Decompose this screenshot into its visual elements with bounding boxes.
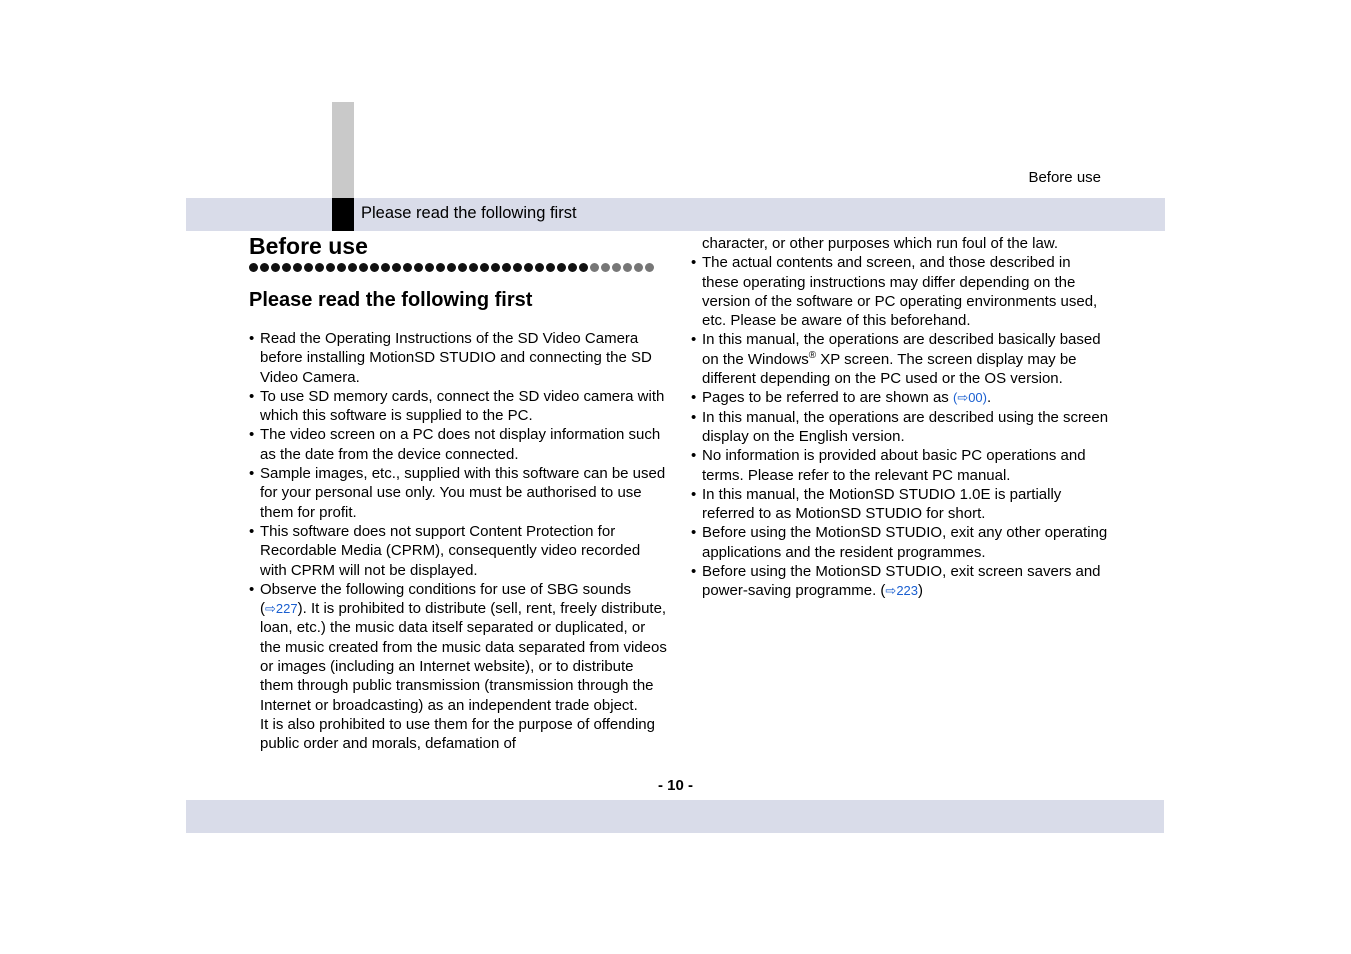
divider-dot: [645, 263, 654, 272]
divider-dot: [370, 263, 379, 272]
divider-dot: [337, 263, 346, 272]
screensaver-text-post: ): [918, 582, 924, 600]
divider-dot: [326, 263, 335, 272]
footer-band: [186, 800, 1164, 833]
section-label: Before use: [1028, 169, 1101, 186]
list-item: • To use SD memory cards, connect the SD video camera with which this software is supplied to the PC.: [249, 387, 669, 426]
divider-dot: [491, 263, 500, 272]
divider-dot: [359, 263, 368, 272]
divider-dot: [612, 263, 621, 272]
divider-dot: [568, 263, 577, 272]
divider-dot: [579, 263, 588, 272]
list-item: • Read the Operating Instructions of the SD Video Camera before installing MotionSD STUDIO and connecting the SD Video Camera.: [249, 329, 669, 387]
screensaver-text-pre: Before using the MotionSD STUDIO, exit screen savers and power-saving programme. (: [702, 563, 1101, 600]
left-column: [249, 329, 669, 754]
divider-dot: [590, 263, 599, 272]
list-item-sbg: [249, 580, 669, 715]
right-column: [691, 234, 1111, 601]
header-black-tab: [332, 198, 354, 231]
list-item-windows: [691, 330, 1111, 388]
dotted-divider: [249, 263, 654, 272]
page-ref-number: 223: [896, 583, 919, 599]
list-item-continuation: It is also prohibited to use them for the purpose of offending public order and morals, defamation of: [260, 715, 655, 753]
divider-dot: [315, 263, 324, 272]
divider-dot: [601, 263, 610, 272]
divider-dot: [260, 263, 269, 272]
divider-dot: [502, 263, 511, 272]
list-item: • This software does not support Content Protection for Recordable Media (CPRM), consequently video recorded with CPRM will not be displayed.: [249, 522, 669, 580]
list-item: • Before using the MotionSD STUDIO, exit any other operating applications and the resident programmes.: [691, 523, 1111, 562]
page-ref-link-00[interactable]: (⇨00): [952, 390, 987, 406]
divider-dot: [557, 263, 566, 272]
list-item: • The video screen on a PC does not display information such as the date from the device connected.: [249, 425, 669, 464]
divider-dot: [392, 263, 401, 272]
sbg-text-post: ). It is prohibited to distribute (sell, rent, freely distribute, loan, etc.) the music data itself separated or duplicated, or the music created from the music data separated from videos or images (including an Internet website), or to distribute them through public transmission (transmission through the Internet or broadcasting) as an independent trade object.: [260, 600, 667, 714]
divider-dot: [546, 263, 555, 272]
divider-dot: [436, 263, 445, 272]
divider-dot: [381, 263, 390, 272]
band-title: Please read the following first: [361, 204, 577, 222]
list-item: • In this manual, the MotionSD STUDIO 1.0E is partially referred to as MotionSD STUDIO for short.: [691, 485, 1111, 524]
divider-dot: [513, 263, 522, 272]
pages-ref-text: Pages to be referred to are shown as: [702, 389, 953, 407]
arrow-right-icon: ⇨: [885, 583, 897, 599]
page-heading: Before use: [249, 233, 368, 259]
divider-dot: [282, 263, 291, 272]
windows-text-post: XP screen. The screen display may be different depending on the PC used or the OS version.: [702, 350, 1077, 388]
divider-dot: [623, 263, 632, 272]
list-item: • The actual contents and screen, and those described in these operating instructions may differ depending on the version of the software or PC operating environments used, etc. Please be aware of this beforehand.: [691, 253, 1111, 330]
divider-dot: [480, 263, 489, 272]
divider-dot: [458, 263, 467, 272]
divider-dot: [425, 263, 434, 272]
registered-mark: ®: [808, 349, 817, 361]
divider-dot: [469, 263, 478, 272]
divider-dot: [524, 263, 533, 272]
arrow-right-icon: ⇨: [265, 601, 276, 617]
divider-dot: [293, 263, 302, 272]
list-item: • No information is provided about basic PC operations and terms. Please refer to the relevant PC manual.: [691, 446, 1111, 485]
divider-dot: [414, 263, 423, 272]
divider-dot: [348, 263, 357, 272]
divider-dot: [403, 263, 412, 272]
divider-dot: [304, 263, 313, 272]
list-item-pages-ref: [691, 388, 1111, 407]
header-gray-tab: [332, 102, 354, 198]
divider-dot: [447, 263, 456, 272]
sbg-text-pre: Observe the following conditions for use of SBG sounds (: [260, 580, 632, 618]
list-item-continuation: character, or other purposes which run foul of the law.: [702, 235, 1059, 252]
list-item-screensaver: [691, 562, 1111, 601]
page-ref-number: 227: [275, 601, 298, 617]
page-number: - 10 -: [657, 777, 693, 794]
divider-dot: [535, 263, 544, 272]
divider-dot: [271, 263, 280, 272]
page-ref-link-227[interactable]: [265, 601, 298, 616]
divider-dot: [249, 263, 258, 272]
page-subheading: Please read the following first: [249, 289, 533, 311]
divider-dot: [634, 263, 643, 272]
page-ref-link-223[interactable]: [885, 583, 918, 598]
list-item: • Sample images, etc., supplied with this software can be used for your personal use only. You must be authorised to use them for profit.: [249, 464, 669, 522]
list-item: • In this manual, the operations are described using the screen display on the English version.: [691, 408, 1111, 447]
pages-ref-period: .: [987, 389, 992, 407]
windows-text-pre: In this manual, the operations are described basically based on the Windows: [702, 331, 1101, 368]
